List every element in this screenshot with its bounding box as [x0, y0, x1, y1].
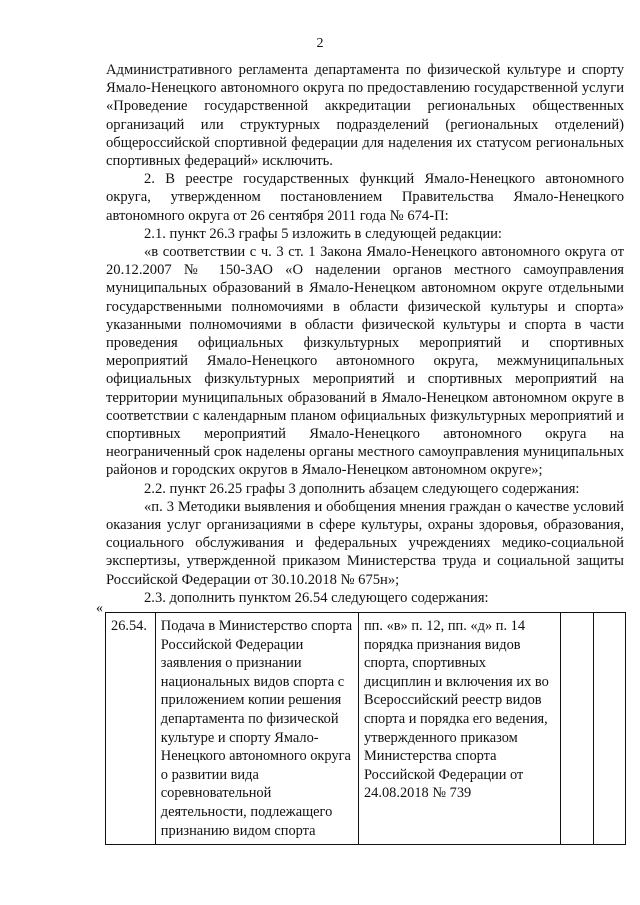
table-cell-empty-2 [594, 613, 626, 845]
opening-quote-mark: « [96, 601, 103, 616]
paragraph-item-2-1: 2.1. пункт 26.3 графы 5 изложить в следующей редакции: [144, 225, 502, 242]
page-number: 2 [316, 36, 324, 51]
table-cell-function-name: Подача в Министерство спорта Российской Федерации заявления о признании национальных видов спорта с приложением копии решения департамента по физической культуре и спорту Ямало-Ненецкого автономного округа о развитии вида соревновательной деятельности, подлежащего признанию видом спорта [155, 613, 358, 845]
paragraph-item-2-2: 2.2. пункт 26.25 графы 3 дополнить абзацем следующего содержания: [144, 480, 580, 497]
paragraph-intro: Административного регламента департамента по физической культуре и спорту Ямало-Ненецкого автономного округа по предоставлению государственной услуги «Проведение государственной аккредитации региональных общественных организаций или структурных подразделений (региональных отделений) общероссийской спортивной федерации для наделения их статусом региональных спортивных федераций» исключить. [106, 62, 624, 170]
function-registry-table [105, 612, 626, 845]
document-body [106, 61, 624, 607]
paragraph-item-2: 2. В реестре государственных функций Ямало-Ненецкого автономного округа, утвержденном постановлением Правительства Ямало-Ненецкого автономного округа от 26 сентября 2011 года № 674-П: [106, 171, 624, 224]
table-row [106, 613, 626, 845]
table-cell-legal-basis: пп. «в» п. 12, пп. «д» п. 14 порядка признания видов спорта, спортивных дисциплин и включения их во Всероссийский реестр видов спорта и порядка его ведения, утвержденного приказом Министерства спорта Российской Федерации от 24.08.2018 № 739 [358, 613, 560, 845]
paragraph-item-2-3: 2.3. дополнить пунктом 26.54 следующего содержания: [144, 589, 489, 606]
paragraph-quoted-law: «в соответствии с ч. 3 ст. 1 Закона Ямало-Ненецкого автономного округа от 20.12.2007 № 150-ЗАО «О наделении органов местного самоуправления муниципальных образований в Ямало-Ненецком автономном округе отдельными государственными полномочиями в области физической культуры и спорта» указанными полномочиями в области физической культуры и спорта в части проведения официальных физкультурных мероприятий и спортивных мероприятий Ямало-Ненецкого автономного округа, межмуниципальных официальных физкультурных мероприятий и спортивных мероприятий на территории муниципальных образований в Ямало-Ненецком автономном округе в соответствии с календарным планом официальных физкультурных мероприятий и спортивных мероприятий Ямало-Ненецкого автономного округа на неограниченный срок наделены органы местного самоуправления муниципальных районов и городских округов в Ямало-Ненецком автономном округе»; [106, 244, 624, 479]
table-cell-empty-1 [561, 613, 594, 845]
table-cell-number: 26.54. [106, 613, 156, 845]
paragraph-quoted-method: «п. 3 Методики выявления и обобщения мнения граждан о качестве условий оказания услуг организациями в сфере культуры, охраны здоровья, образования, социального обслуживания и федеральных учреждениях медико-социальной экспертизы, утвержденной приказом Министерства труда и социальной защиты Российской Федерации от 30.10.2018 № 675н»; [106, 498, 624, 588]
